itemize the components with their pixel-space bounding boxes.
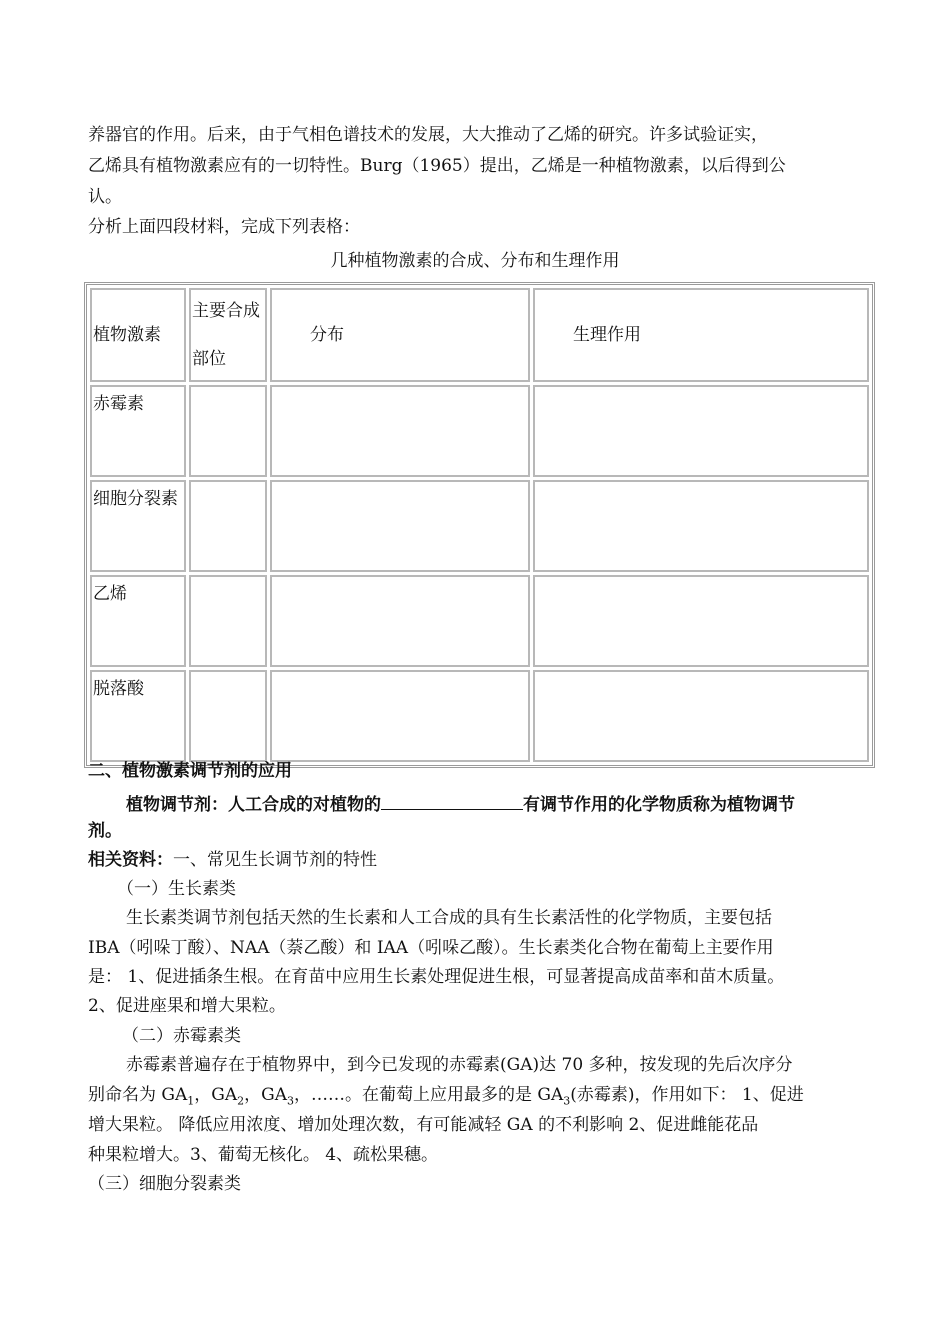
header-distribution: 分布: [270, 288, 530, 382]
header-hormone: 植物激素: [90, 288, 186, 382]
subheading-auxin: （一）生长素类: [117, 879, 236, 899]
paragraph-auxin-1: 生长素类调节剂包括天然的生长素和人工合成的具有生长素活性的化学物质，主要包括: [126, 908, 772, 928]
row-label-gibberellin: 赤霉素: [90, 385, 186, 477]
cell-synthesis[interactable]: [189, 385, 267, 477]
ga-subscript: 1: [187, 1094, 195, 1108]
ga-subscript: 2: [237, 1094, 245, 1108]
paragraph-ga-1: 赤霉素普遍存在于植物界中，到今已发现的赤霉素(GA)达 70 多种，按发现的先后次序分: [126, 1055, 793, 1075]
hormone-table: [84, 282, 875, 768]
related-materials-line: [88, 849, 377, 871]
cell-distribution[interactable]: [270, 480, 530, 572]
section-heading: 二、植物激素调节剂的应用: [88, 761, 292, 781]
ga-text: ，GA: [244, 1085, 287, 1105]
related-text: 一、常见生长调节剂的特性: [173, 850, 377, 870]
cell-distribution[interactable]: [270, 385, 530, 477]
definition-line: [126, 791, 795, 816]
fill-blank[interactable]: [381, 791, 523, 810]
cell-synthesis[interactable]: [189, 670, 267, 762]
intro-line-1: 养器官的作用。后来，由于气相色谱技术的发展，大大推动了乙烯的研究。许多试验证实，: [88, 125, 768, 145]
intro-line-2: 乙烯具有植物激素应有的一切特性。Burg（1965）提出，乙烯是一种植物激素，以后得到公: [88, 156, 786, 176]
cell-distribution[interactable]: [270, 670, 530, 762]
table-row: [90, 670, 869, 762]
paragraph-ga-3: 增大果粒。 降低应用浓度、增加处理次数，有可能减轻 GA 的不利影响 2、促进雌能花品: [88, 1115, 759, 1135]
paragraph-auxin-4: 2、促进座果和增大果粒。: [88, 996, 286, 1016]
ga-subscript: 3: [563, 1094, 571, 1108]
paragraph-ga-2: [88, 1084, 804, 1112]
header-synthesis-site: [189, 288, 267, 382]
definition-end: 剂。: [88, 821, 122, 841]
definition-suffix: 有调节作用的化学物质称为植物调节: [523, 795, 795, 815]
header-synthesis-line2: 部位: [192, 349, 226, 369]
cell-synthesis[interactable]: [189, 575, 267, 667]
ga-text: (赤霉素)，作用如下： 1、促进: [570, 1085, 804, 1105]
related-label: 相关资料：: [88, 850, 173, 870]
intro-line-4: 分析上面四段材料，完成下列表格：: [88, 217, 360, 237]
row-label-abscisic-acid: 脱落酸: [90, 670, 186, 762]
table-row: [90, 480, 869, 572]
ga-text: ，GA: [194, 1085, 238, 1105]
definition-prefix: 植物调节剂：人工合成的对植物的: [126, 795, 381, 815]
table-row: [90, 385, 869, 477]
intro-line-3: 认。: [88, 187, 122, 207]
subheading-cytokinin: （三）细胞分裂素类: [88, 1174, 241, 1194]
cell-function[interactable]: [533, 480, 869, 572]
table-header-row: [90, 288, 869, 382]
cell-synthesis[interactable]: [189, 480, 267, 572]
table-row: [90, 575, 869, 667]
cell-function[interactable]: [533, 575, 869, 667]
ga-subscript: 3: [286, 1094, 294, 1108]
cell-function[interactable]: [533, 670, 869, 762]
header-function: 生理作用: [533, 288, 869, 382]
cell-function[interactable]: [533, 385, 869, 477]
paragraph-auxin-3: 是： 1、促进插条生根。在育苗中应用生长素处理促进生根，可显著提高成苗率和苗木质量。: [88, 967, 785, 987]
subheading-gibberellin: （二）赤霉素类: [122, 1026, 241, 1046]
paragraph-auxin-2: IBA（吲哚丁酸）、NAA（萘乙酸）和 IAA（吲哚乙酸）。生长素类化合物在葡萄上主要作用: [88, 938, 774, 958]
cell-distribution[interactable]: [270, 575, 530, 667]
ga-text: 别命名为 GA: [88, 1085, 188, 1105]
ga-text: ，……。在葡萄上应用最多的是 GA: [293, 1085, 564, 1105]
row-label-ethylene: 乙烯: [90, 575, 186, 667]
row-label-cytokinin: 细胞分裂素: [90, 480, 186, 572]
header-synthesis-line1: 主要合成: [192, 301, 260, 321]
paragraph-ga-4: 种果粒增大。3、葡萄无核化。 4、疏松果穗。: [88, 1145, 439, 1165]
table-caption: 几种植物激素的合成、分布和生理作用: [330, 251, 620, 271]
